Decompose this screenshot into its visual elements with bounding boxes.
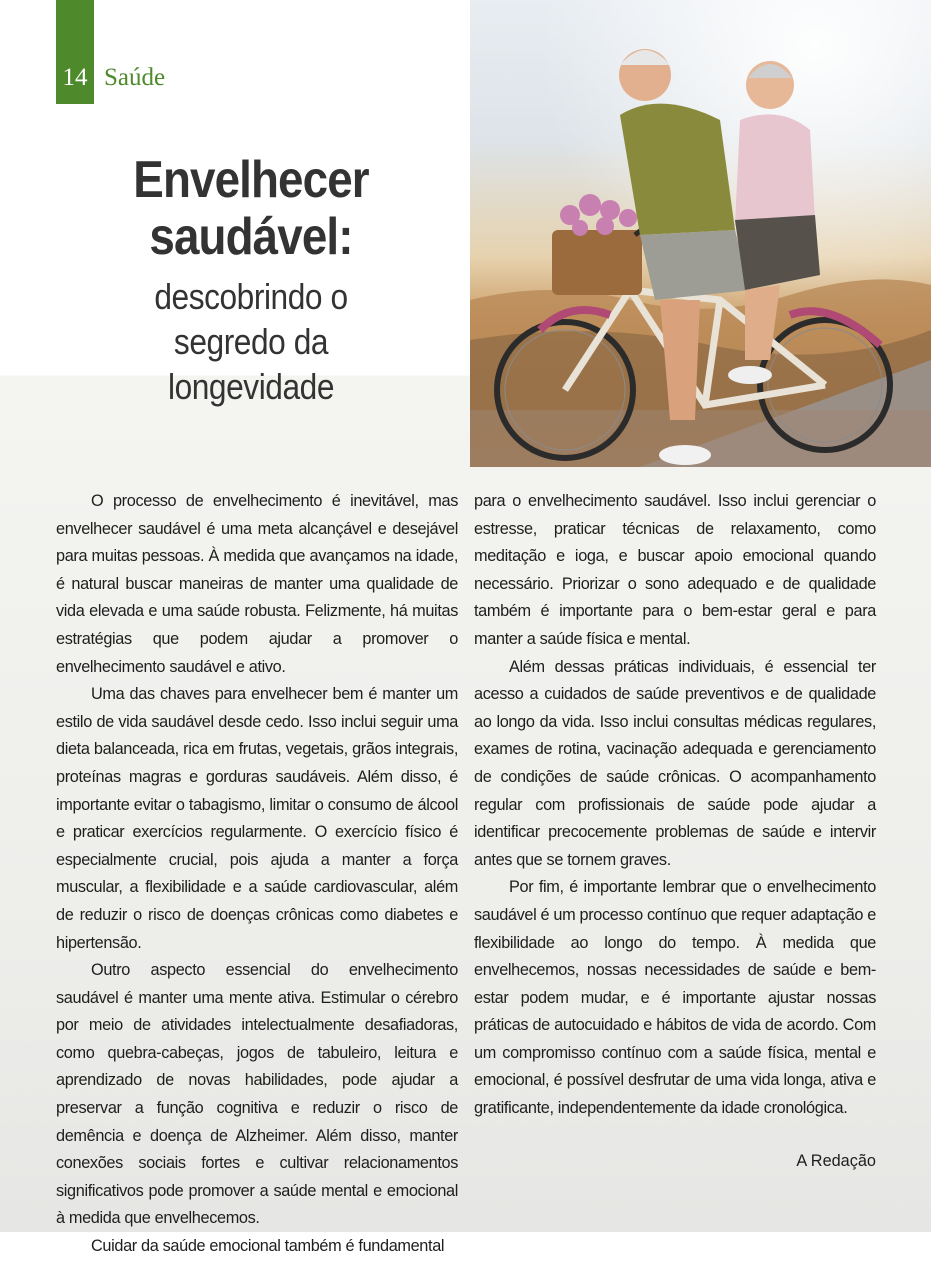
paragraph: Outro aspecto essencial do envelhecimento saudável é manter uma mente ativa. Estimular o cérebro por meio de atividades intelectualmente desafiadoras, como quebra-cabeças, jogos de tabuleiro, leitura e aprendizado de novas habilidades, pode ajudar a preservar a função cognitiva e reduzir o risco de demência e doença de Alzheimer. Além disso, manter conexões sociais fortes e cultivar relacionamentos significativos pode promover a saúde mental e emocional à medida que envelhecemos. [56,961,458,1228]
article-subtitle-line-2: segredo da [173,321,329,362]
article-signature: A Redação [796,1152,876,1170]
paragraph: para o envelhecimento saudável. Isso inclui gerenciar o estresse, praticar técnicas de relaxamento, como meditação e ioga, e buscar apoio emocional quando necessário. Priorizar o sono adequado e de qualidade também é importante para o bem-estar geral e para manter a saúde física e mental. [474,492,876,648]
article-subtitle-line-1: descobrindo o [154,276,348,317]
paragraph: Por fim, é importante lembrar que o envelhecimento saudável é um processo contínuo que requer adaptação e flexibilidade ao longo do tempo. À medida que envelhecemos, nossas necessidades de saúde e bem-estar podem mudar, e é importante ajustar nossas práticas de autocuidado e hábitos de vida de acordo. Com um compromisso contínuo com a saúde física, mental e emocional, é possível desfrutar de uma vida longa, ativa e gratificante, independentemente da idade cronológica. [474,878,876,1118]
article-title-line-2: saudável: [149,208,353,266]
photo-couple-on-bicycle [470,0,931,467]
paragraph: Cuidar da saúde emocional também é fundamental [91,1237,445,1256]
text-column-1 [56,488,458,1261]
page-number: 14 [62,64,88,91]
article-subtitle-line-3: longevidade [167,366,335,407]
section-title: Saúde [104,64,166,91]
paragraph: Além dessas práticas individuais, é essencial ter acesso a cuidados de saúde preventivos e de qualidade ao longo da vida. Isso inclui consultas médicas regulares, exames de rotina, vacinação adequada e gerenciamento de condições de saúde crônicas. O acompanhamento regular com profissionais de saúde pode ajudar a identificar precocemente problemas de saúde e intervir antes que se tornem graves. [474,657,876,869]
article-heading [90,152,412,409]
paragraph: O processo de envelhecimento é inevitável, mas envelhecer saudável é uma meta alcançável e desejável para muitas pessoas. À medida que avançamos na idade, é natural buscar maneiras de manter uma qualidade de vida elevada e uma saúde robusta. Felizmente, há muitas estratégias que podem ajudar a promover o envelhecimento saudável e ativo. [56,492,458,676]
article-title-line-1: Envelhecer [133,151,369,209]
paragraph: Uma das chaves para envelhecer bem é manter um estilo de vida saudável desde cedo. Isso inclui seguir uma dieta balanceada, rica em frutas, vegetais, grãos integrais, proteínas magras e gorduras saudáveis. Além disso, é importante evitar o tabagismo, limitar o consumo de álcool e praticar exercícios regularmente. O exercício físico é especialmente crucial, pois ajuda a manter a força muscular, a flexibilidade e a saúde cardiovascular, além de reduzir o risco de doenças crônicas como diabetes e hipertensão. [56,685,458,952]
article-subtitle [109,274,392,409]
text-column-2 [474,488,876,1123]
